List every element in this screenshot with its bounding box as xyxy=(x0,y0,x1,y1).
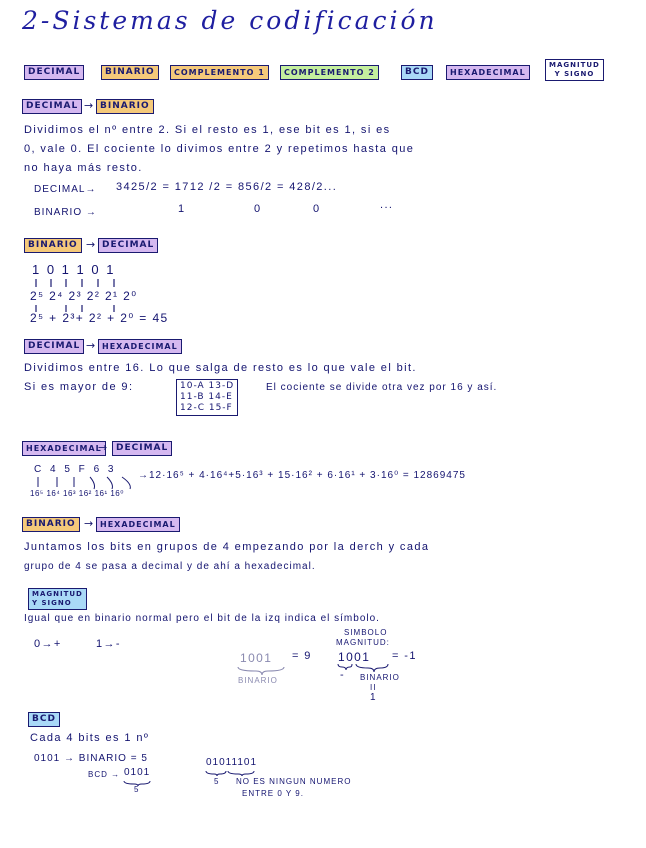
s4-tag-to: DECIMAL xyxy=(112,441,172,456)
s2-arrow-icon: → xyxy=(86,238,96,251)
s1-line3: no haya más resto. xyxy=(24,162,143,174)
s3-line1: Dividimos entre 16. Lo que salga de resto es lo que vale el bit. xyxy=(24,362,417,374)
tag-magnitud-line2: Y SIGNO xyxy=(554,70,595,78)
s6-mag-value: 1001 xyxy=(338,650,371,664)
tag-magnitud-line1: MAGNITUD xyxy=(549,61,600,69)
tag-complemento-2: COMPLEMENTO 2 xyxy=(280,65,379,80)
s2-tag-from: BINARIO xyxy=(24,238,82,253)
s4-tag-from: HEXADECIMAL xyxy=(22,441,106,456)
s1-tag-to: BINARIO xyxy=(96,99,154,114)
s6-mag-label2: MAGNITUD: xyxy=(336,638,390,647)
s1-ex-values: 3425/2 = 1712 /2 = 856/2 = 428/2... xyxy=(116,181,338,193)
s2-bits: 1 0 1 1 0 1 xyxy=(32,262,116,277)
s6-line1: Igual que en binario normal pero el bit de la izq indica el símbolo. xyxy=(24,613,380,624)
s1-bin-label: BINARIO → xyxy=(34,207,97,218)
s7-ex2-digit: 5 xyxy=(134,785,140,794)
s6-mag-eq: II xyxy=(370,683,377,692)
s6-mag-minus: - xyxy=(340,669,346,681)
s1-bin-digit-2: 0 xyxy=(254,203,262,215)
s6-bin-result: = 9 xyxy=(292,650,312,662)
page-title: 2-Sistemas de codificación xyxy=(22,6,438,35)
s5-line1: Juntamos los bits en grupos de 4 empezando por la derch y cada xyxy=(24,541,430,553)
s5-tag-from: BINARIO xyxy=(22,517,80,532)
s6-mag-one: 1 xyxy=(370,692,377,703)
tag-bcd: BCD xyxy=(401,65,433,80)
s3-tag-to: HEXADECIMAL xyxy=(98,339,182,354)
s5-line2: grupo de 4 se pasa a decimal y de ahí a hexadecimal. xyxy=(24,561,316,572)
s3-arrow-icon: → xyxy=(86,339,96,352)
s4-powers: 16⁵ 16⁴ 16³ 16² 16¹ 16⁰ xyxy=(30,489,124,498)
s5-arrow-icon: → xyxy=(84,517,94,530)
s7-ex2-label: BCD → xyxy=(88,770,121,779)
s3-line2-a: Si es mayor de 9: xyxy=(24,381,134,393)
s7-line1: Cada 4 bits es 1 nº xyxy=(30,732,150,744)
tag-decimal: DECIMAL xyxy=(24,65,84,80)
s7-ex3-note1: NO ES NINGUN NUMERO xyxy=(236,777,352,786)
tag-hexadecimal: HEXADECIMAL xyxy=(446,65,530,80)
s7-ex2-value: 0101 xyxy=(124,767,151,778)
s7-ex3-digit: 5 xyxy=(214,777,220,786)
s6-tag-line1: MAGNITUD xyxy=(32,590,83,598)
s6-mag-label1: SIMBOLO xyxy=(344,628,388,637)
s7-ex3-value: 01011101 xyxy=(206,757,258,768)
tag-binario: BINARIO xyxy=(101,65,159,80)
s7-tag: BCD xyxy=(28,712,60,727)
s5-tag-to: HEXADECIMAL xyxy=(96,517,180,532)
s6-sign-pos: 0→+ xyxy=(34,638,62,650)
s6-bin-value: 1001 xyxy=(240,651,273,665)
s2-sum: 2⁵ + 2³+ 2² + 2⁰ = 45 xyxy=(30,311,169,325)
s1-bin-digit-1: 1 xyxy=(178,203,186,215)
s2-tag-to: DECIMAL xyxy=(98,238,158,253)
s7-ex3-note2: ENTRE 0 Y 9. xyxy=(242,789,304,798)
s6-mag-result: = -1 xyxy=(392,650,417,662)
s3-line2-b: El cociente se divide otra vez por 16 y así. xyxy=(266,382,498,393)
s3-hex-row: 11-B 14-E xyxy=(180,392,233,402)
s6-bin-label: BINARIO xyxy=(238,676,278,685)
s4-arrow-icon: → xyxy=(98,441,108,454)
s1-bin-digit-3: 0 xyxy=(313,203,321,215)
s4-formula: →12·16⁵ + 4·16⁴+5·16³ + 15·16² + 6·16¹ + 3·16⁰ = 12869475 xyxy=(138,470,466,481)
tag-complemento-1: COMPLEMENTO 1 xyxy=(170,65,269,80)
s6-mag-binario: BINARIO xyxy=(360,673,400,682)
s1-arrow-icon: → xyxy=(84,99,94,112)
s1-line1: Dividimos el nº entre 2. Si el resto es 1, ese bit es 1, si es xyxy=(24,124,391,136)
s1-bin-dots: ... xyxy=(380,199,394,211)
s1-ex-label: DECIMAL→ xyxy=(34,184,97,195)
s3-hex-row: 10-A 13-D xyxy=(180,381,235,391)
s1-tag-from: DECIMAL xyxy=(22,99,82,114)
s4-digits: C 4 5 F 6 3 xyxy=(34,464,117,475)
s7-ex1: 0101 → BINARIO = 5 xyxy=(34,753,148,764)
s6-sign-neg: 1→- xyxy=(96,638,121,650)
s6-tag-line2: Y SIGNO xyxy=(32,599,72,607)
s3-hex-row: 12-C 15-F xyxy=(180,403,233,413)
s1-line2: 0, vale 0. El cociente lo divimos entre 2 y repetimos hasta que xyxy=(24,143,415,155)
s2-powers: 2⁵ 2⁴ 2³ 2² 2¹ 2⁰ xyxy=(30,289,138,303)
s3-tag-from: DECIMAL xyxy=(24,339,84,354)
